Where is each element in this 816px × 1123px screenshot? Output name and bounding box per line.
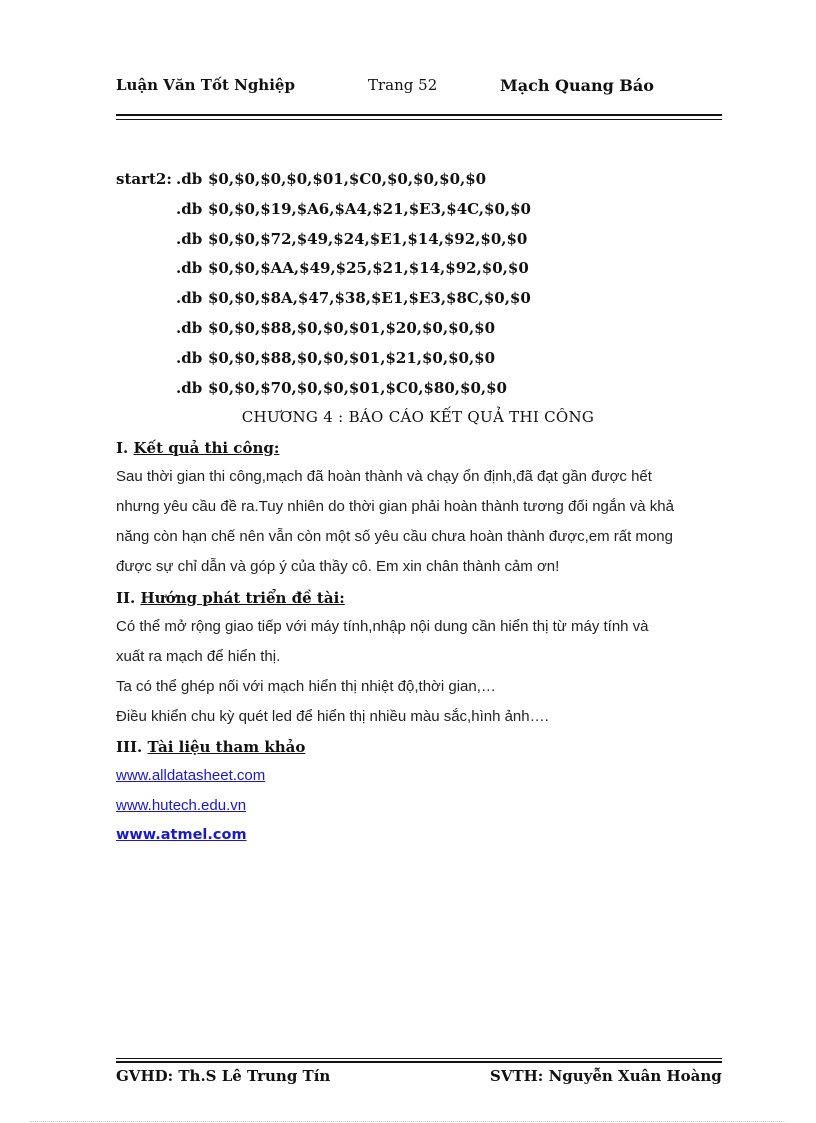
code-values: $0,$0,$70,$0,$0,$01,$C0,$80,$0,$0 (208, 379, 507, 397)
code-directive: .db (176, 349, 203, 367)
code-directive: .db (176, 289, 203, 307)
section-title: Tài liệu tham khảo (147, 738, 306, 756)
chapter-title: CHƯƠNG 4 : BÁO CÁO KẾT QUẢ THI CÔNG (241, 408, 595, 426)
section-heading (116, 589, 345, 607)
page-bottom-border (30, 1121, 786, 1122)
code-line (116, 319, 495, 337)
code-directive: .db (176, 379, 203, 397)
code-values: $0,$0,$8A,$47,$38,$E1,$E3,$8C,$0,$0 (208, 289, 531, 307)
code-line (116, 289, 531, 307)
paragraph-line: nhưng yêu cầu đề ra.Tuy nhiên do thời gian phải hoàn thành tương đối ngắn và khả (116, 498, 674, 515)
footer-rule-thin (116, 1058, 722, 1059)
paragraph-line: Có thể mở rộng giao tiếp với máy tính,nhập nội dung cần hiển thị từ máy tính và (116, 618, 649, 635)
header-thesis-title: Luận Văn Tốt Nghiệp (116, 76, 295, 94)
reference-link-hutech[interactable]: www.hutech.edu.vn (116, 797, 247, 814)
section-number: I. (116, 439, 129, 457)
reference-link-atmel[interactable]: www.atmel.com (116, 827, 247, 843)
code-line (116, 200, 531, 218)
section-title: Hướng phát triển đề tài: (140, 589, 345, 607)
code-line (116, 349, 495, 367)
section-number: III. (116, 738, 143, 756)
code-directive: .db (176, 319, 203, 337)
paragraph-line: được sự chỉ dẫn và góp ý của thầy cô. Em xin chân thành cảm ơn! (116, 558, 560, 575)
footer-supervisor: GVHD: Th.S Lê Trung Tín (116, 1067, 331, 1085)
code-label: start2: (116, 170, 172, 188)
code-directive: .db (176, 259, 203, 277)
header-project-title: Mạch Quang Báo (500, 76, 654, 95)
section-title: Kết quả thi công: (133, 439, 280, 457)
code-directive: .db (176, 200, 203, 218)
paragraph-line: Sau thời gian thi công,mạch đã hoàn thành và chạy ổn định,đã đạt gần được hết (116, 468, 652, 485)
code-values: $0,$0,$19,$A6,$A4,$21,$E3,$4C,$0,$0 (208, 200, 531, 218)
code-directive: .db (176, 170, 203, 188)
section-heading (116, 738, 305, 756)
header-rule-thick (116, 114, 722, 116)
code-values: $0,$0,$88,$0,$0,$01,$20,$0,$0,$0 (208, 319, 496, 337)
code-line (116, 230, 527, 248)
paragraph-line: năng còn hạn chế nên vẫn còn một số yêu cầu chưa hoàn thành được,em rất mong (116, 528, 673, 545)
header-rule-thin (116, 119, 722, 120)
paragraph-line: Điều khiển chu kỳ quét led để hiển thị nhiều màu sắc,hình ảnh…. (116, 708, 549, 725)
code-values: $0,$0,$AA,$49,$25,$21,$14,$92,$0,$0 (208, 259, 529, 277)
code-values: $0,$0,$0,$0,$01,$C0,$0,$0,$0,$0 (208, 170, 487, 188)
reference-link-alldatasheet[interactable]: www.alldatasheet.com (116, 767, 266, 784)
footer-rule-thick (116, 1061, 722, 1063)
section-heading (116, 439, 279, 457)
paragraph-line: xuất ra mạch để hiển thị. (116, 648, 281, 665)
code-line (116, 170, 486, 188)
footer-student: SVTH: Nguyễn Xuân Hoàng (490, 1067, 722, 1085)
code-directive: .db (176, 230, 203, 248)
code-line (116, 259, 529, 277)
header-page-number: Trang 52 (368, 76, 438, 94)
section-number: II. (116, 589, 136, 607)
code-line (116, 379, 507, 397)
paragraph-line: Ta có thể ghép nối với mạch hiển thị nhiệt độ,thời gian,… (116, 678, 496, 695)
code-values: $0,$0,$88,$0,$0,$01,$21,$0,$0,$0 (208, 349, 496, 367)
code-values: $0,$0,$72,$49,$24,$E1,$14,$92,$0,$0 (208, 230, 528, 248)
